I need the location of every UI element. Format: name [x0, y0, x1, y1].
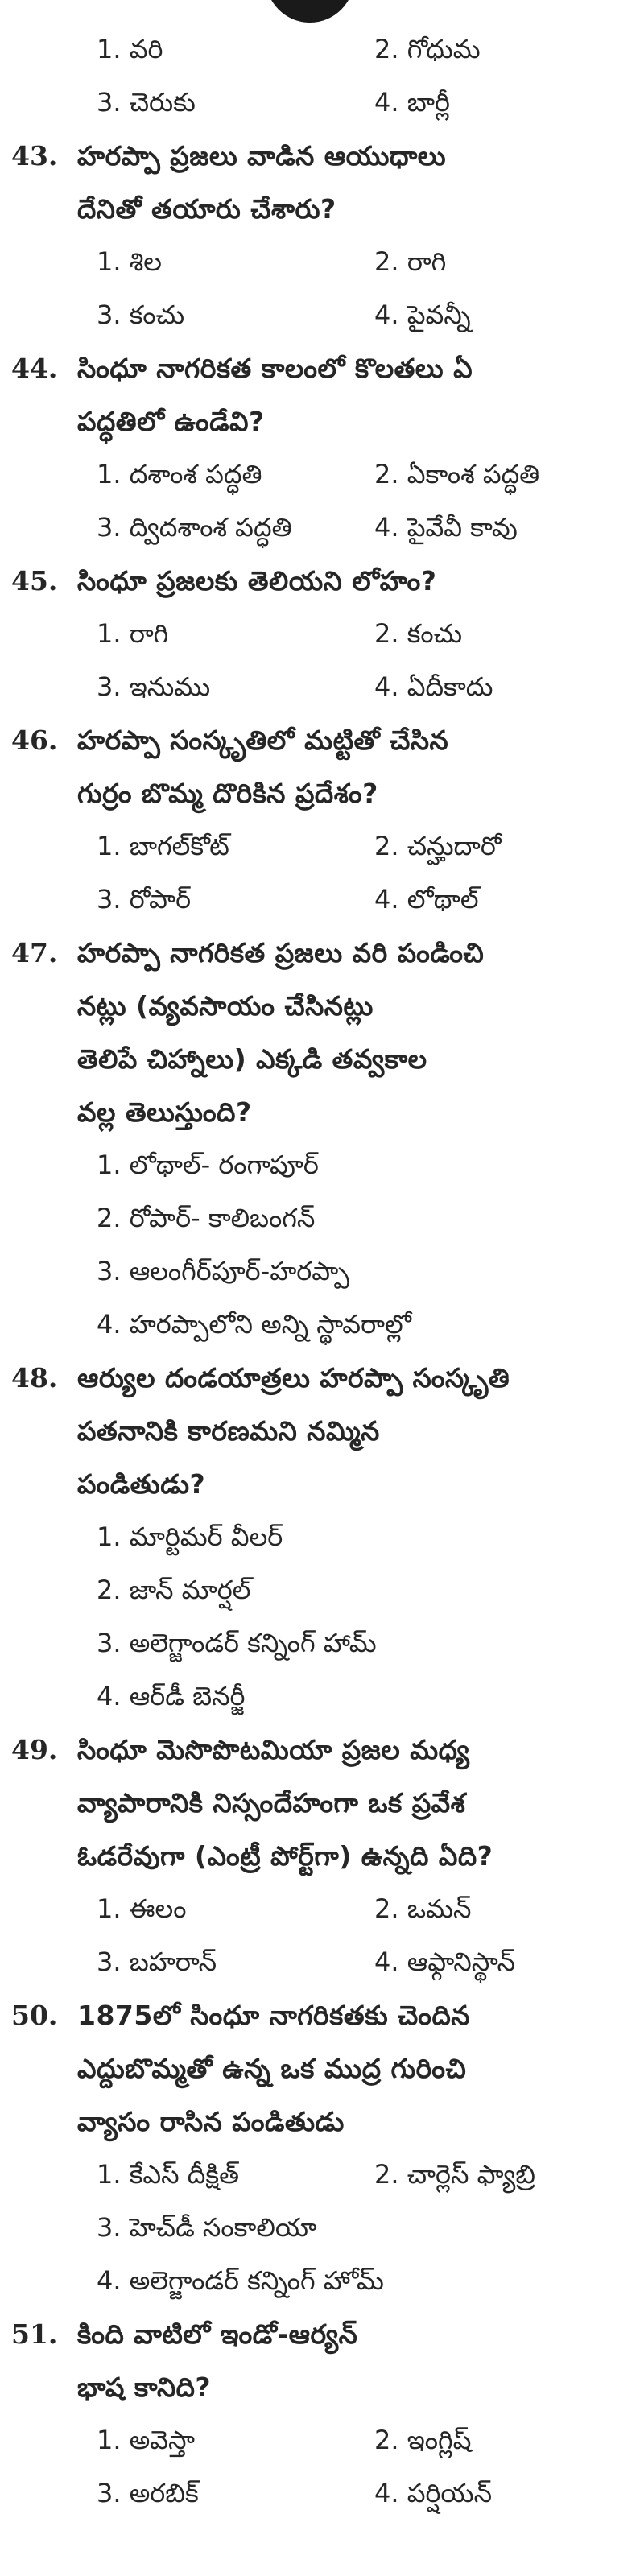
question-line — [0, 2372, 644, 2425]
question-number: 45. — [11, 565, 58, 597]
answer-option[interactable]: 4. హరప్పాలోని అన్ని స్థావరాల్లో — [97, 1309, 411, 1340]
answer-option[interactable]: 2. గోధుమ — [374, 34, 481, 64]
answer-option[interactable]: 4. పర్షియన్ — [374, 2478, 493, 2508]
option-list — [0, 1521, 644, 1734]
answer-option[interactable]: 2. రోపార్- కాలిబంగన్ — [97, 1203, 316, 1233]
answer-option[interactable]: 2. చార్లెస్ ఫ్యాబ్రి — [374, 2159, 535, 2190]
answer-option[interactable]: 2. జాన్ మార్షల్ — [97, 1575, 251, 1605]
option-row — [0, 1681, 644, 1734]
answer-option[interactable]: 3. కంచు — [97, 299, 185, 330]
question-line — [0, 406, 644, 459]
question-line — [0, 1415, 644, 1468]
question-block — [0, 140, 644, 353]
question-line — [0, 1043, 644, 1096]
answer-option[interactable]: 3. అలెగ్జాండర్ కన్నింగ్ హామ్ — [97, 1628, 377, 1658]
answer-option[interactable]: 2. ఒమన్ — [374, 1893, 472, 1924]
option-list — [0, 618, 644, 724]
question-block — [0, 724, 644, 937]
question-line — [0, 1096, 644, 1150]
option-list — [0, 1150, 644, 1362]
question-number: 43. — [11, 140, 58, 171]
answer-option[interactable]: 1. ఈలం — [97, 1893, 187, 1924]
question-line — [0, 1840, 644, 1893]
question-line — [0, 778, 644, 831]
question-line — [0, 2053, 644, 2106]
question-text: హరప్పా ప్రజలు వాడిన ఆయుధాలు — [77, 140, 447, 171]
question-number: 50. — [11, 2000, 58, 2031]
option-row — [0, 1628, 644, 1681]
option-row — [0, 2425, 644, 2478]
answer-option[interactable]: 1. లోథాల్- రంగాపూర్ — [97, 1150, 319, 1180]
answer-option[interactable]: 3. హెచ్‌డీ సంకాలియా — [97, 2212, 317, 2243]
question-text: సింధూ మెసొపొటమియా ప్రజల మధ్య — [77, 1734, 470, 1765]
option-row — [0, 831, 644, 884]
option-row — [0, 618, 644, 671]
leading-options — [0, 34, 644, 140]
answer-option[interactable]: 3. ద్విదశాంశ పద్ధతి — [97, 512, 292, 543]
option-list — [0, 2425, 644, 2531]
question-text: దేనితో తయారు చేశారు? — [77, 193, 336, 225]
question-line — [0, 2000, 644, 2053]
option-row — [0, 1150, 644, 1203]
option-row — [0, 2212, 644, 2265]
question-text: తెలిపే చిహ్నాలు) ఎక్కడి తవ్వకాల — [77, 1043, 427, 1075]
option-row — [0, 2265, 644, 2318]
question-text: వల్ల తెలుస్తుంది? — [77, 1096, 252, 1128]
answer-option[interactable]: 4. పైవేవీ కావు — [374, 512, 518, 543]
question-text: పతనానికి కారణమని నమ్మిన — [77, 1415, 380, 1447]
question-line — [0, 724, 644, 778]
question-number: 49. — [11, 1734, 58, 1765]
question-block — [0, 1362, 644, 1734]
question-text: వ్యాపారానికి నిస్సందేహంగా ఒక ప్రవేశ — [77, 1787, 466, 1818]
question-text: కింది వాటిలో ఇండో-ఆర్యన్ — [77, 2318, 358, 2350]
option-list — [0, 2159, 644, 2318]
question-text: హరప్పా నాగరికత ప్రజలు వరి పండించి — [77, 937, 485, 968]
question-line — [0, 193, 644, 246]
answer-option[interactable]: 4. ఏదీకాదు — [374, 671, 493, 702]
question-line — [0, 937, 644, 990]
question-number: 51. — [11, 2318, 58, 2350]
question-number: 47. — [11, 937, 58, 968]
answer-option[interactable]: 1. శిల — [97, 246, 162, 277]
question-text: ఓడరేవుగా (ఎంట్రీ పోర్ట్‌గా) ఉన్నది ఏది? — [77, 1840, 493, 1872]
option-row — [0, 1946, 644, 2000]
question-block — [0, 937, 644, 1362]
question-list — [0, 140, 644, 2531]
question-block — [0, 565, 644, 724]
question-block — [0, 2318, 644, 2531]
question-line — [0, 140, 644, 193]
answer-option[interactable]: 1. కేఎస్ దీక్షిత్ — [97, 2159, 239, 2190]
answer-option[interactable]: 1. బాగల్‌కోట్ — [97, 831, 229, 861]
option-row — [0, 1893, 644, 1946]
option-row — [0, 1203, 644, 1256]
answer-option[interactable]: 3. ఆలంగీర్‌పూర్-హరప్పా — [97, 1256, 349, 1286]
question-number: 48. — [11, 1362, 58, 1393]
option-list — [0, 1893, 644, 2000]
option-row — [0, 1521, 644, 1575]
answer-option[interactable]: 4. పైవన్నీ — [374, 299, 471, 330]
question-text: హరప్పా సంస్కృతిలో మట్టితో చేసిన — [77, 724, 449, 756]
question-text: ఆర్యుల దండయాత్రలు హరప్పా సంస్కృతి — [77, 1362, 510, 1393]
answer-option[interactable]: 2. ఇంగ్లిష్ — [374, 2425, 472, 2455]
answer-option[interactable]: 3. అరబిక్ — [97, 2478, 199, 2508]
question-line — [0, 565, 644, 618]
option-list — [0, 246, 644, 353]
option-row — [0, 34, 644, 87]
answer-option[interactable]: 2. కంచు — [374, 618, 463, 649]
question-text: గుర్రం బొమ్మ దొరికిన ప్రదేశం? — [77, 778, 378, 809]
answer-option[interactable]: 4. ఆఫ్గానిస్థాన్ — [374, 1946, 516, 1977]
top-decorative-arc — [266, 0, 354, 23]
question-page — [0, 34, 644, 2531]
question-number: 44. — [11, 353, 58, 384]
option-row — [0, 671, 644, 724]
option-row — [0, 1575, 644, 1628]
option-row — [0, 246, 644, 299]
question-text: 1875లో సింధూ నాగరికతకు చెందిన — [77, 2000, 470, 2031]
answer-option[interactable]: 1. మార్టిమర్ వీలర్ — [97, 1521, 283, 1552]
option-row — [0, 87, 644, 140]
question-line — [0, 353, 644, 406]
answer-option[interactable]: 1. దశాంశ పద్ధతి — [97, 459, 262, 489]
answer-option[interactable]: 2. ఏకాంశ పద్ధతి — [374, 459, 540, 489]
answer-option[interactable]: 3. ఇనుము — [97, 671, 211, 702]
question-line — [0, 1362, 644, 1415]
question-line — [0, 1734, 644, 1787]
option-row — [0, 1256, 644, 1309]
question-text: ఎద్దుబొమ్మతో ఉన్న ఒక ముద్ర గురించి — [77, 2053, 467, 2084]
option-row — [0, 512, 644, 565]
question-line — [0, 990, 644, 1043]
option-row — [0, 884, 644, 937]
answer-option[interactable]: 2. రాగి — [374, 246, 447, 277]
answer-option[interactable]: 4. లోథాల్ — [374, 884, 479, 914]
answer-option[interactable]: 3. చెరుకు — [97, 87, 196, 118]
question-text: సింధూ నాగరికత కాలంలో కొలతలు ఏ — [77, 353, 473, 384]
option-row — [0, 299, 644, 353]
answer-option[interactable]: 4. బార్లీ — [374, 87, 450, 118]
question-line — [0, 1468, 644, 1521]
option-list — [0, 831, 644, 937]
question-line — [0, 2318, 644, 2372]
option-row — [0, 1309, 644, 1362]
question-text: వ్యాసం రాసిన పండితుడు — [77, 2106, 345, 2137]
answer-option[interactable]: 1. అవెస్తా — [97, 2425, 196, 2455]
option-row — [0, 2159, 644, 2212]
answer-option[interactable]: 1. వరి — [97, 34, 163, 64]
answer-option[interactable]: 1. రాగి — [97, 618, 169, 649]
question-line — [0, 1787, 644, 1840]
option-row — [0, 459, 644, 512]
question-text: పద్ధతిలో ఉండేవి? — [77, 406, 265, 437]
answer-option[interactable]: 4. అలెగ్జాండర్ కన్నింగ్ హోమ్ — [97, 2265, 384, 2296]
question-text: పండితుడు? — [77, 1468, 206, 1500]
option-row — [0, 2478, 644, 2531]
question-number: 46. — [11, 724, 58, 756]
question-block — [0, 353, 644, 565]
answer-option[interactable]: 4. ఆర్‌డీ బెనర్జీ — [97, 1681, 246, 1711]
question-text: నట్లు (వ్యవసాయం చేసినట్లు — [77, 990, 374, 1022]
answer-option[interactable]: 2. చన్హుదారో — [374, 831, 502, 861]
answer-option[interactable]: 3. బహరాన్ — [97, 1946, 217, 1977]
question-text: సింధూ ప్రజలకు తెలియని లోహం? — [77, 565, 437, 597]
question-block — [0, 1734, 644, 2000]
question-line — [0, 2106, 644, 2159]
option-list — [0, 459, 644, 565]
question-block — [0, 2000, 644, 2318]
question-text: భాష కానిది? — [77, 2372, 212, 2403]
answer-option[interactable]: 3. రోపార్ — [97, 884, 192, 914]
